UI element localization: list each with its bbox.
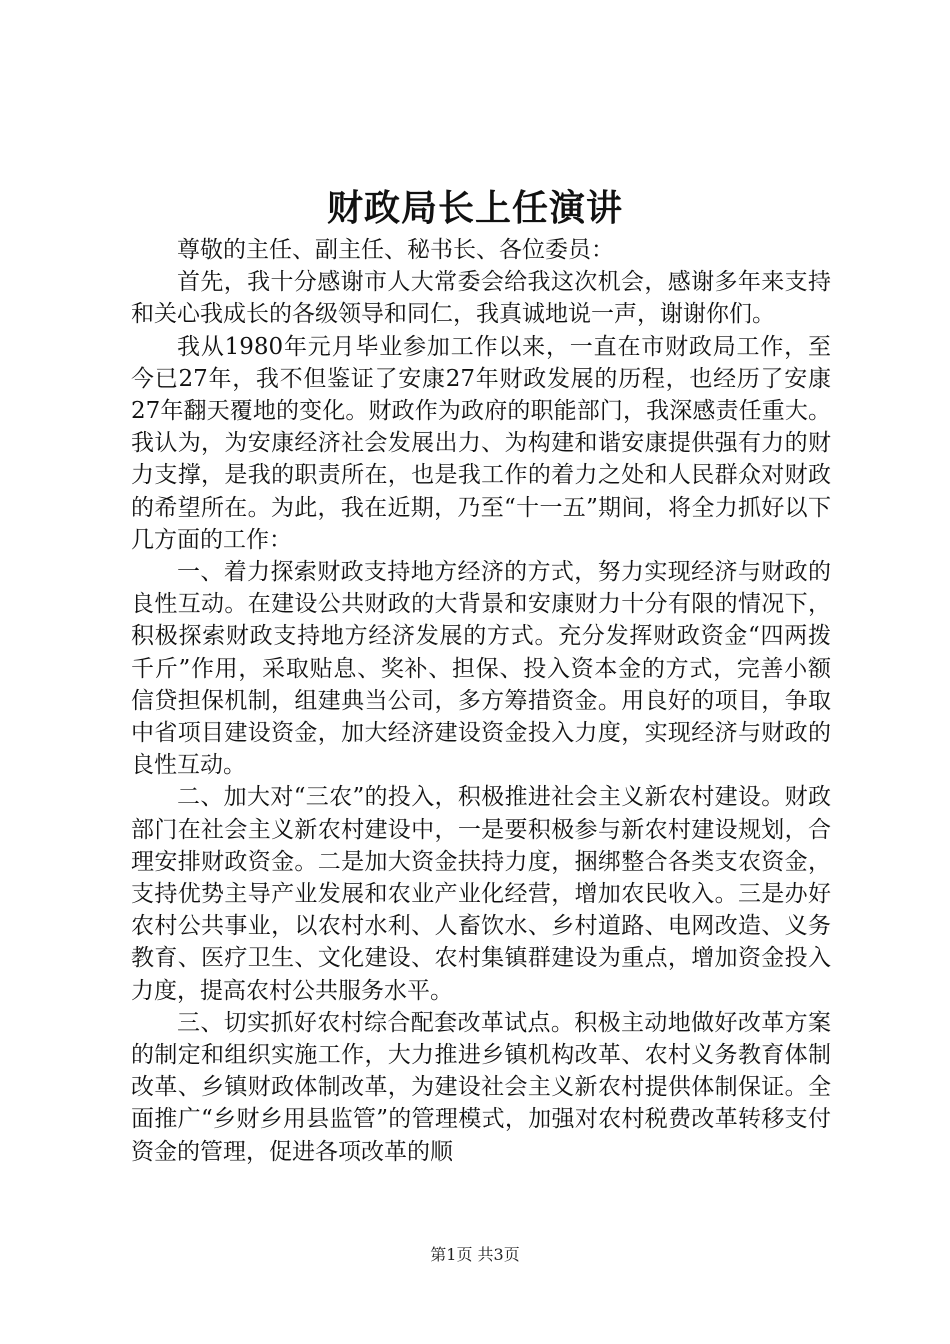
document-body: [131, 234, 831, 1168]
body-paragraph: 三、切实抓好农村综合配套改革试点。积极主动地做好改革方案的制定和组织实施工作，大力推进乡镇机构改革、农村义务教育体制改革、乡镇财政体制改革，为建设社会主义新农村提供体制保证。全面推广“乡财乡用县监管”的管理模式，加强对农村税费改革转移支付资金的管理，促进各项改革的顺: [131, 1009, 831, 1165]
body-paragraph: 首先，我十分感谢市人大常委会给我这次机会，感谢多年来支持和关心我成长的各级领导和同仁，我真诚地说一声，谢谢你们。: [131, 269, 831, 328]
body-paragraph: 一、着力探索财政支持地方经济的方式，努力实现经济与财政的良性互动。在建设公共财政的大背景和安康财力十分有限的情况下，积极探索财政支持地方经济发展的方式。充分发挥财政资金“四两拨千斤”作用，采取贴息、奖补、担保、投入资本金的方式，完善小额信贷担保机制，组建典当公司，多方筹措资金。用良好的项目，争取中省项目建设资金，加大经济建设资金投入力度，实现经济与财政的良性互动。: [131, 559, 831, 779]
body-paragraph: 我从1980年元月毕业参加工作以来，一直在市财政局工作，至今已27年，我不但鉴证了安康27年财政发展的历程，也经历了安康27年翻天覆地的变化。财政作为政府的职能部门，我深感责任重大。我认为，为安康经济社会发展出力、为构建和谐安康提供强有力的财力支撑，是我的职责所在，也是我工作的着力之处和人民群众对财政的希望所在。为此，我在近期，乃至“十一五”期间，将全力抓好以下几方面的工作：: [131, 333, 831, 553]
salutation-paragraph: 尊敬的主任、副主任、秘书长、各位委员：: [177, 237, 614, 263]
body-paragraph: 二、加大对“三农”的投入，积极推进社会主义新农村建设。财政部门在社会主义新农村建设中，一是要积极参与新农村建设规划，合理安排财政资金。二是加大资金扶持力度，捆绑整合各类支农资金，支持优势主导产业发展和农业产业化经营，增加农民收入。三是办好农村公共事业，以农村水利、人畜饮水、乡村道路、电网改造、义务教育、医疗卫生、文化建设、农村集镇群建设为重点，增加资金投入力度，提高农村公共服务水平。: [131, 784, 831, 1004]
document-title: 财政局长上任演讲: [326, 187, 623, 229]
page-number-footer: 第1页 共3页: [430, 1245, 520, 1264]
